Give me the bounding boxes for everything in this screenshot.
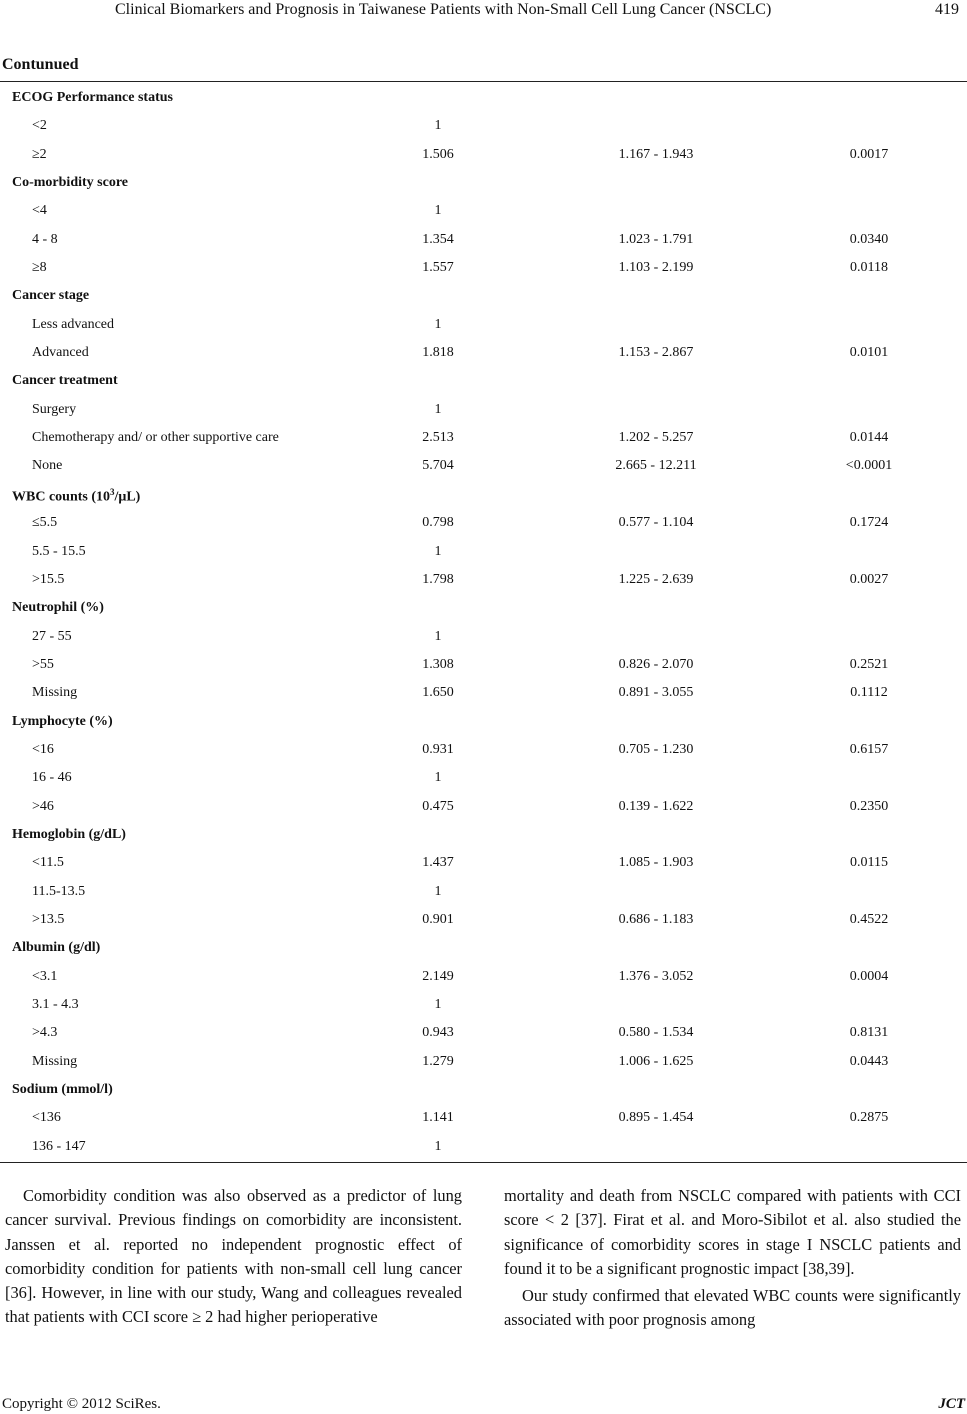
row-label: Surgery xyxy=(32,401,77,417)
table-row: >46 0.475 0.139 - 1.622 0.2350 xyxy=(32,798,889,814)
row-label: >13.5 xyxy=(32,911,65,927)
row-label: Less advanced xyxy=(32,316,115,332)
table-section-header xyxy=(0,821,967,849)
section-title: Cancer stage xyxy=(12,288,90,304)
table-row: 5.5 - 15.5 1 xyxy=(32,543,442,559)
table-row: Advanced 1.818 1.153 - 2.867 0.0101 xyxy=(32,345,889,361)
body-paragraph: mortality and death from NSCLC compared with patients with CCI score < 2 [37]. Firat et al. and Moro-Sibilot et al. also studied the significance of comorbidity scores in stage I NSCLC patients and found it to be a significant prognostic impact [38,39]. xyxy=(504,1186,961,1278)
table-row: ≥8 1.557 1.103 - 2.199 0.0118 xyxy=(32,260,888,276)
row-label: None xyxy=(32,458,63,474)
table-section-header xyxy=(0,594,967,622)
body-paragraph: Our study confirmed that elevated WBC counts were significantly associated with poor prognosis among xyxy=(504,1286,961,1330)
row-label: >46 xyxy=(32,798,54,814)
table-row: Chemotherapy and/ or other supportive care 2.513 1.202 - 5.257 0.0144 xyxy=(32,430,889,446)
body-column-right xyxy=(504,1184,961,1333)
row-label: 5.5 - 15.5 xyxy=(32,543,86,559)
table-row: <16 0.931 0.705 - 1.230 0.6157 xyxy=(32,741,889,757)
row-label: 11.5-13.5 xyxy=(32,883,86,899)
table-section-header xyxy=(0,367,967,395)
table-row: 4 - 8 1.354 1.023 - 1.791 0.0340 xyxy=(32,231,889,247)
row-label: ≤5.5 xyxy=(32,515,58,531)
page-number: 419 xyxy=(935,1,959,18)
table-row: >4.3 0.943 0.580 - 1.534 0.8131 xyxy=(32,1025,889,1041)
section-title: Neutrophil (%) xyxy=(12,600,104,616)
section-title: Albumin (g/dl) xyxy=(12,940,101,956)
running-head xyxy=(0,0,967,22)
table-row: ≥2 1.506 1.167 - 1.943 0.0017 xyxy=(32,146,889,162)
table-row: 16 - 46 1 xyxy=(32,770,442,786)
body-paragraph: Comorbidity condition was also observed as a predictor of lung cancer survival. Previous findings on comorbidity are inconsistent. Janssen et al. reported no independent prognostic effect of comorbidity condition for patients with non-small cell lung cancer [36]. However, in line with our study, Wang and colleagues revealed that patients with CCI score ≥ 2 had higher perioperative xyxy=(5,1186,462,1327)
table-row: <4 1 xyxy=(32,203,442,219)
hazard-ratio-table xyxy=(0,84,967,1161)
section-title: Cancer treatment xyxy=(12,373,118,389)
row-label: <11.5 xyxy=(32,855,64,871)
row-label: <2 xyxy=(32,118,47,134)
row-label: <16 xyxy=(32,741,54,757)
table-section-header xyxy=(0,934,967,962)
table-row: Missing 1.650 0.891 - 3.055 0.1112 xyxy=(32,685,888,701)
section-title: WBC counts $(10^3/\mu L)$ xyxy=(12,486,141,505)
table-row: >15.5 1.798 1.225 - 2.639 0.0027 xyxy=(32,571,889,587)
section-title: ECOG Performance status xyxy=(12,90,173,105)
row-label: 4 - 8 xyxy=(32,231,58,247)
row-label: Missing xyxy=(32,685,78,701)
table-section-header xyxy=(0,282,967,310)
table-row: 136 - 147 1 xyxy=(32,1138,442,1154)
row-label: 27 - 55 xyxy=(32,628,72,644)
table-row: None 5.704 2.665 - 12.211 <0.0001 xyxy=(32,458,893,474)
row-label: ≥2 xyxy=(32,146,47,162)
row-label: >15.5 xyxy=(32,571,65,587)
row-label: >55 xyxy=(32,656,54,672)
table-section-header xyxy=(0,1076,967,1104)
table-row: <2 1 xyxy=(32,118,442,134)
table-row: Missing 1.279 1.006 - 1.625 0.0443 xyxy=(32,1053,889,1069)
row-label: 136 - 147 xyxy=(32,1138,86,1154)
table-row: >13.5 0.901 0.686 - 1.183 0.4522 xyxy=(32,911,889,927)
row-label: 16 - 46 xyxy=(32,770,72,786)
row-label: Missing xyxy=(32,1053,78,1069)
table-caption: Contunued xyxy=(2,56,79,73)
table-top-rule xyxy=(0,81,967,82)
table-row: <136 1.141 0.895 - 1.454 0.2875 xyxy=(32,1110,889,1126)
table-section-header xyxy=(0,708,967,736)
section-title: Hemoglobin (g/dL) xyxy=(12,826,126,842)
row-label: Advanced xyxy=(32,345,89,361)
table-row: <11.5 1.437 1.085 - 1.903 0.0115 xyxy=(32,855,888,871)
table-section-header xyxy=(0,84,967,112)
row-label: <136 xyxy=(32,1110,61,1126)
table-row: 11.5-13.5 1 xyxy=(32,883,442,899)
running-title: Clinical Biomarkers and Prognosis in Taiwanese Patients with Non-Small Cell Lung Cancer (NSCLC) xyxy=(115,1,772,18)
table-section-header xyxy=(0,481,967,509)
table-row: 27 - 55 1 xyxy=(32,628,442,644)
table-row: 3.1 - 4.3 1 xyxy=(32,997,442,1012)
row-label: ≥8 xyxy=(32,260,47,276)
table-row: Surgery 1 xyxy=(32,401,442,417)
table-row: >55 1.308 0.826 - 2.070 0.2521 xyxy=(32,656,889,672)
table-row: ≤5.5 0.798 0.577 - 1.104 0.1724 xyxy=(32,515,889,531)
row-label: <4 xyxy=(32,203,47,219)
table-section-header xyxy=(0,169,967,197)
table-row: <3.1 2.149 1.376 - 3.052 0.0004 xyxy=(32,968,889,984)
journal-abbrev: JCT xyxy=(938,1396,965,1412)
row-label: 3.1 - 4.3 xyxy=(32,997,79,1012)
row-label: Chemotherapy and/ or other supportive care xyxy=(32,430,279,446)
table-row: Less advanced 1 xyxy=(32,316,442,332)
section-title: Sodium (mmol/l) xyxy=(12,1082,113,1098)
section-title: Lymphocyte (%) xyxy=(12,713,113,729)
row-label: >4.3 xyxy=(32,1025,58,1041)
row-label: <3.1 xyxy=(32,968,58,984)
copyright-notice: Copyright © 2012 SciRes. xyxy=(2,1396,161,1412)
section-title: Co-morbidity score xyxy=(12,175,128,191)
table-bottom-rule xyxy=(0,1162,967,1163)
body-column-left xyxy=(5,1184,462,1330)
